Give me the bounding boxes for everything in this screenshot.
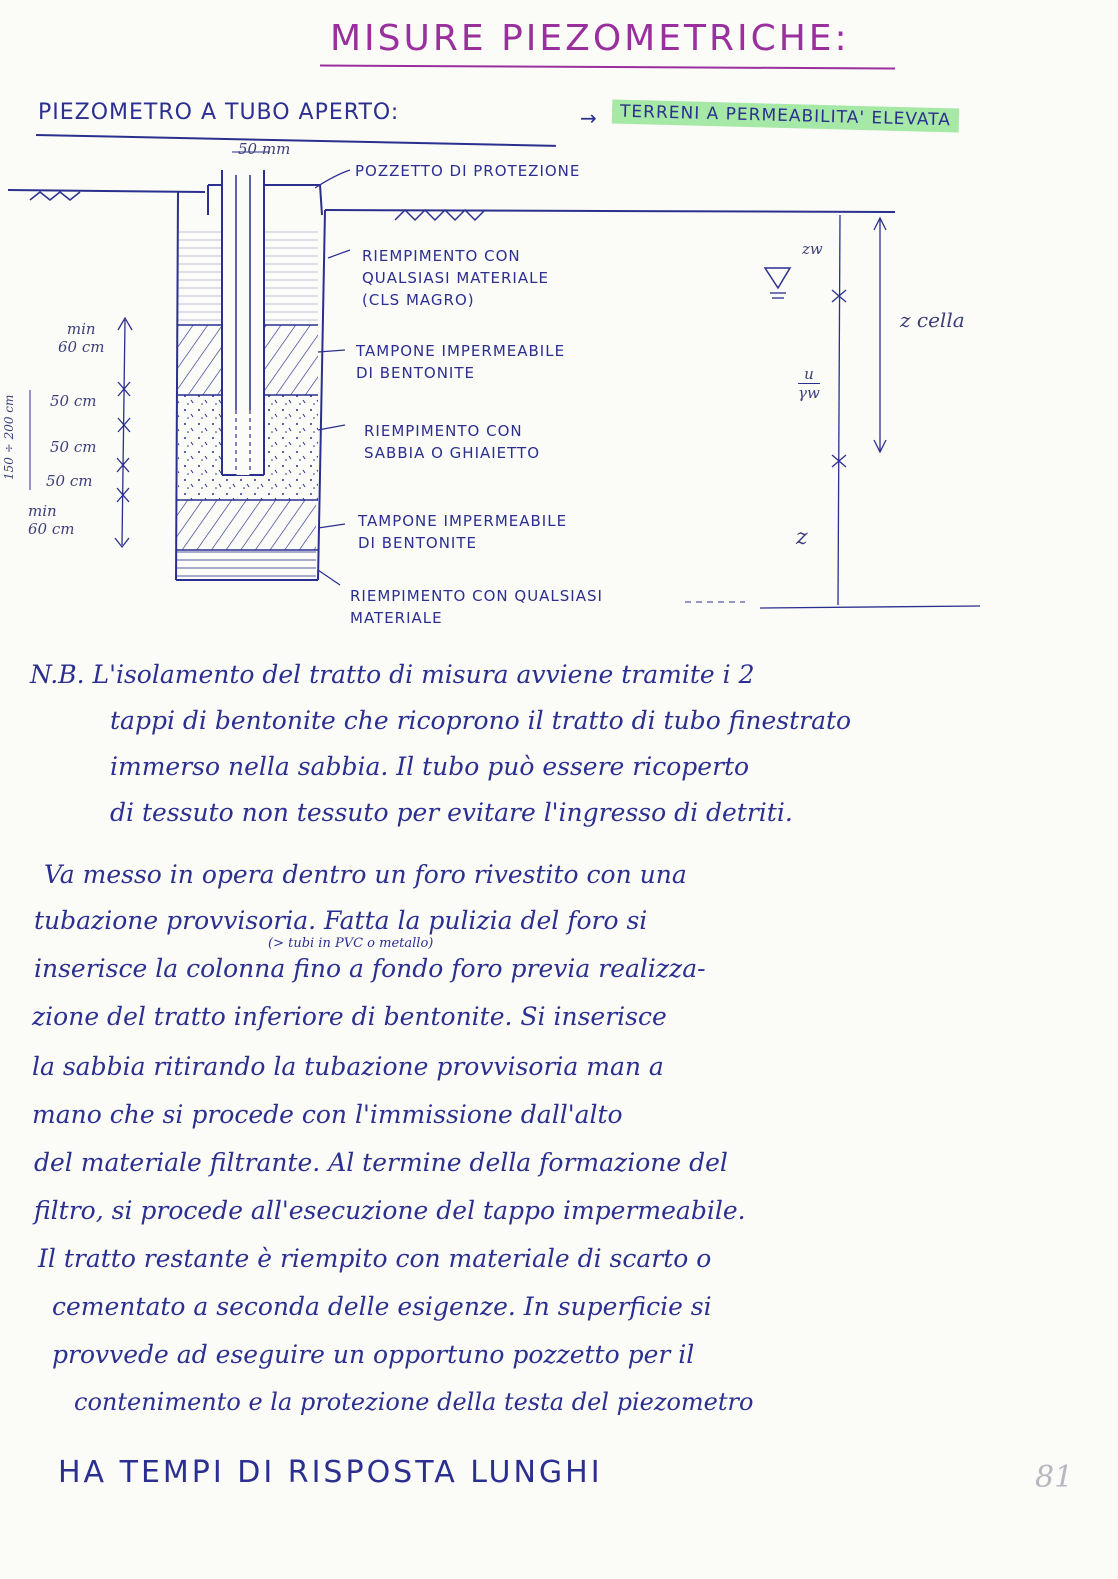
label-pozzetto: POZZETTO DI PROTEZIONE: [355, 162, 581, 180]
note-line: immerso nella sabbia. Il tubo può essere ricoperto: [110, 752, 750, 781]
label-riempimento-bottom: RIEMPIMENTO CON QUALSIASI MATERIALE: [350, 587, 603, 627]
dim-z-cella: z cella: [900, 308, 965, 332]
title-underline: [320, 64, 895, 69]
page-number: 81: [1035, 1460, 1074, 1495]
note-line: inserisce la colonna fino a fondo foro previa realizza-: [34, 954, 706, 983]
note-line: di tessuto non tessuto per evitare l'ingresso di detriti.: [110, 798, 793, 827]
label-riempimento-top: RIEMPIMENTO CON QUALSIASI MATERIALE (CLS MAGRO): [362, 247, 549, 309]
dim-zw: zw: [802, 240, 823, 258]
dim-z: z: [796, 525, 808, 550]
note-line: Il tratto restante è riempito con materiale di scarto o: [38, 1244, 712, 1273]
note-line: provvede ad eseguire un opportuno pozzetto per il: [52, 1340, 695, 1369]
note-line: Va messo in opera dentro un foro rivestito con una: [44, 860, 687, 889]
piezometer-diagram: [0, 140, 1118, 640]
tube-width-label: 50 mm: [238, 140, 291, 158]
piezometer-drawing: [0, 140, 1118, 640]
section-heading: PIEZOMETRO A TUBO APERTO:: [38, 100, 400, 125]
dim-50-first: 50 cm: [50, 392, 97, 410]
note-line: tappi di bentonite che ricoprono il tratto di tubo finestrato: [110, 706, 852, 735]
arrow-icon: →: [580, 106, 598, 130]
tube-material-note: (> tubi in PVC o metallo): [268, 936, 434, 951]
page-title: MISURE PIEZOMETRICHE:: [330, 18, 850, 59]
note-line: filtro, si procede all'esecuzione del tappo impermeabile.: [34, 1196, 746, 1225]
note-line: cementato a seconda delle esigenze. In superficie si: [52, 1292, 712, 1321]
dim-50-second: 50 cm: [50, 438, 97, 456]
label-tampone-top: TAMPONE IMPERMEABILE DI BENTONITE: [356, 342, 566, 382]
label-tampone-bottom: TAMPONE IMPERMEABILE DI BENTONITE: [358, 512, 568, 552]
dim-min-bottom: min 60 cm: [28, 502, 75, 538]
note-line: del materiale filtrante. Al termine della formazione del: [34, 1148, 728, 1177]
note-line: mano che si procede con l'immissione dall'alto: [32, 1100, 623, 1129]
dim-50-third: 50 cm: [46, 472, 93, 490]
highlighted-note: TERRENI A PERMEABILITA' ELEVATA: [612, 99, 959, 132]
dim-u-over-gamma: u γw: [798, 365, 820, 402]
note-line: la sabbia ritirando la tubazione provvisoria man a: [32, 1052, 664, 1081]
note-line: zione del tratto inferiore di bentonite. Si inserisce: [32, 1002, 667, 1031]
footer-statement: HA TEMPI DI RISPOSTA LUNGHI: [58, 1455, 603, 1490]
dim-min-top: min 60 cm: [58, 320, 105, 356]
note-line: tubazione provvisoria. Fatta la pulizia del foro si: [34, 906, 648, 935]
dim-range: 150 ÷ 200 cm: [2, 394, 16, 480]
note-line: contenimento e la protezione della testa del piezometro: [74, 1388, 754, 1416]
label-sabbia: RIEMPIMENTO CON SABBIA O GHIAIETTO: [364, 422, 541, 462]
note-line: N.B. L'isolamento del tratto di misura avviene tramite i 2: [30, 660, 755, 689]
